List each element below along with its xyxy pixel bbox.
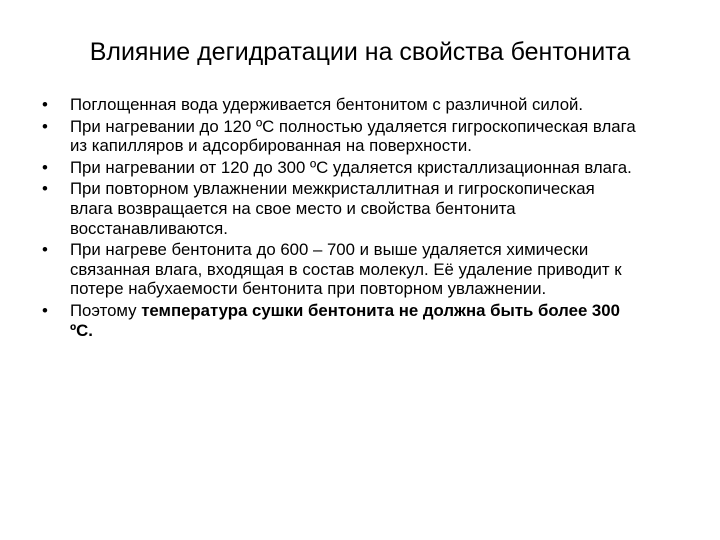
- bullet-icon: •: [42, 240, 48, 260]
- bullet-icon: •: [42, 300, 48, 320]
- list-item: [42, 179, 642, 238]
- bullet-text: При нагревании от 120 до 300 ºС удаляется кристаллизационная влага.: [70, 157, 632, 177]
- bullet-icon: •: [42, 95, 48, 114]
- bullet-icon: •: [42, 116, 48, 136]
- bullet-text-bold: температура сушки бентонита не должна быть более 300 ºС.: [70, 300, 620, 340]
- bullet-list: [42, 95, 642, 342]
- bullet-text: При повторном увлажнении межкристаллитная и гигроскопическая влага возвращается на свое место и свойства бентонита восстанавливаются.: [70, 179, 595, 238]
- bullet-text: При нагреве бентонита до 600 – 700 и выше удаляется химически связанная влага, входящая в состав молекул. Её удаление приводит к потере набухаемости бентонита при повторном увлажнении.: [70, 240, 622, 299]
- bullet-text-prefix: Поэтому: [70, 300, 142, 320]
- bullet-icon: •: [42, 157, 48, 177]
- slide-title: Влияние дегидратации на свойства бентонита: [89, 38, 631, 66]
- list-item: [42, 158, 642, 178]
- list-item: [42, 95, 642, 115]
- bullet-text: При нагревании до 120 ºС полностью удаляется гигроскопическая влага из капилляров и адсорбированная на поверхности.: [70, 116, 636, 156]
- list-item: [42, 301, 642, 340]
- bullet-text: Поглощенная вода удерживается бентонитом с различной силой.: [70, 95, 584, 114]
- list-item: [42, 117, 642, 156]
- bullet-icon: •: [42, 179, 48, 199]
- list-item: [42, 240, 642, 299]
